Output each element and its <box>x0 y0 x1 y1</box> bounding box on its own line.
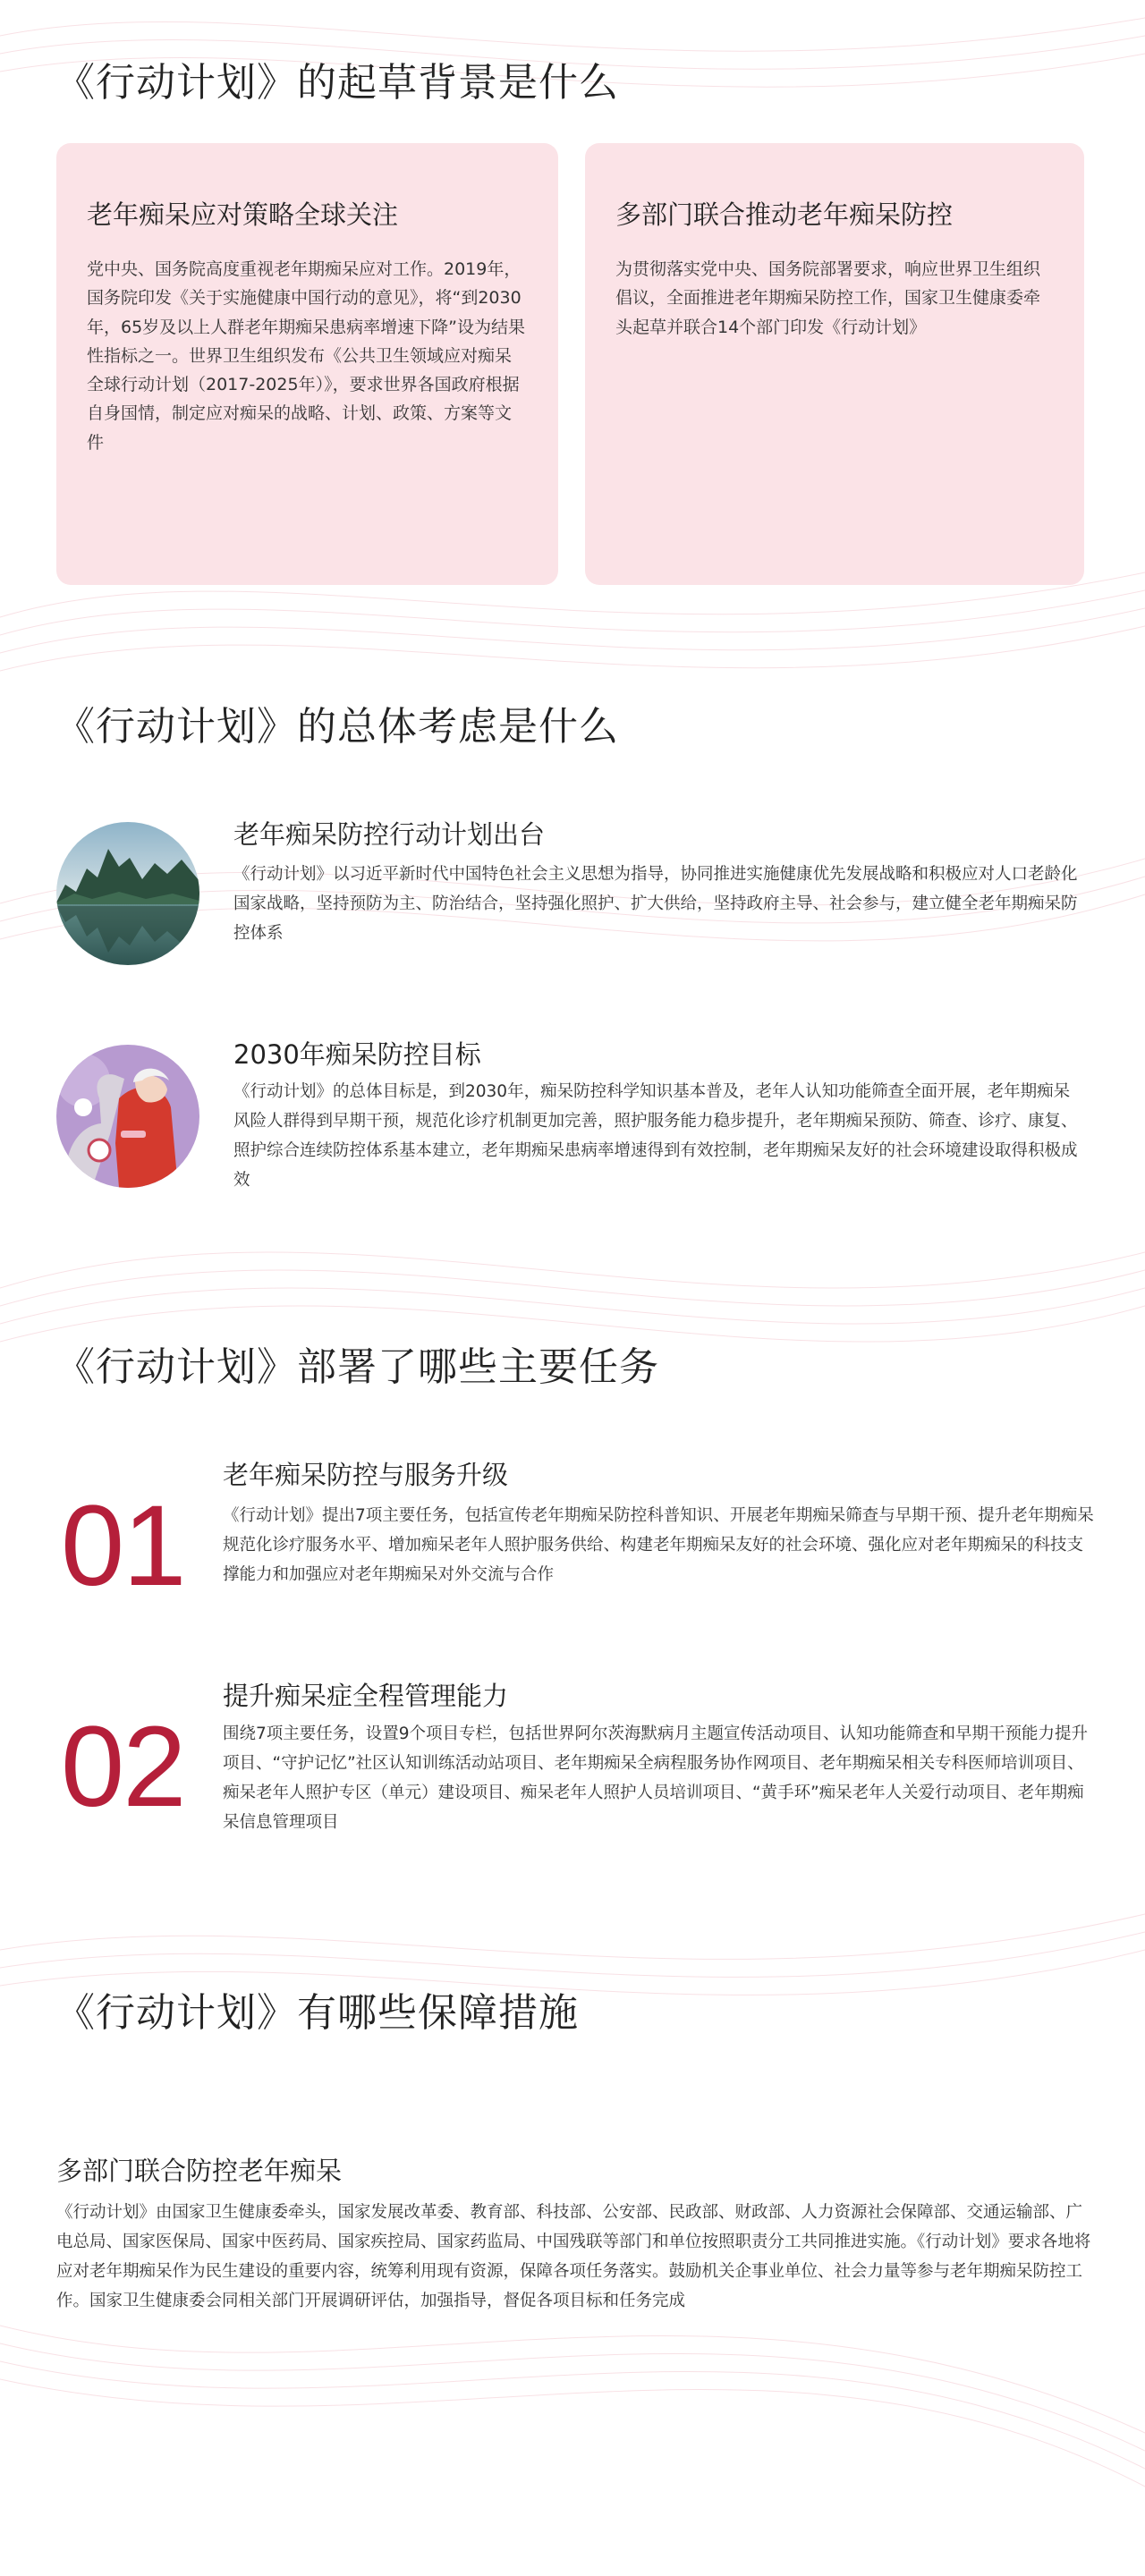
card-title: 多部门联合推动老年痴呆防控 <box>615 199 954 230</box>
card-title: 老年痴呆应对策略全球关注 <box>87 199 399 230</box>
task-number-02: 02 <box>61 1703 185 1831</box>
section-title-safeguards: 《行动计划》有哪些保障措施 <box>55 1990 579 2036</box>
elderly-illustration-image <box>56 1045 199 1188</box>
section-title-background: 《行动计划》的起草背景是什么 <box>55 60 619 106</box>
card-multi-department <box>585 143 1084 585</box>
task-body-01: 《行动计划》提出7项主要任务，包括宣传老年期痴呆防控科普知识、开展老年期痴呆筛查与早期干预、提升老年期痴呆规范化诊疗服务水平、增加痴呆老年人照护服务供给、构建老年期痴呆友好的社会环境、强化应对老年期痴呆的科技支撑能力和加强应对老年期痴呆对外交流与合作 <box>223 1506 1094 1584</box>
task-number-01: 01 <box>61 1482 185 1610</box>
landscape-image <box>56 822 199 965</box>
item-title-plan-released: 老年痴呆防控行动计划出台 <box>233 819 546 850</box>
card-body: 为贯彻落实党中央、国务院部署要求，响应世界卫生组织倡议，全面推进老年期痴呆防控工作，国家卫生健康委牵头起草并联合14个部门印发《行动计划》 <box>615 259 1041 337</box>
card-global-attention <box>56 143 558 585</box>
section-title-tasks: 《行动计划》部署了哪些主要任务 <box>55 1344 659 1390</box>
task-title-02: 提升痴呆症全程管理能力 <box>223 1681 509 1711</box>
task-body-02: 围绕7项主要任务，设置9个项目专栏，包括世界阿尔茨海默病月主题宣传活动项目、认知功能筛查和早期干预能力提升项目、“守护记忆”社区认知训练活动站项目、老年期痴呆全病程服务协作网项目、老年期痴呆相关专科医师培训项目、痴呆老年人照护专区（单元）建设项目、痴呆老年人照护人员培训项目、“黄手环”痴呆老年人关爱行动项目、老年期痴呆信息管理项目 <box>223 1724 1089 1832</box>
safeguards-body: 《行动计划》由国家卫生健康委牵头，国家发展改革委、教育部、科技部、公安部、民政部、财政部、人力资源社会保障部、交通运输部、广电总局、国家医保局、国家中医药局、国家疾控局、国家药监局、中国残联等部门和单位按照职责分工共同推进实施。《行动计划》要求各地将应对老年期痴呆作为民生建设的重要内容，统筹利用现有资源，保障各项任务落实。鼓励机关企事业单位、社会力量等参与老年期痴呆防控工作。国家卫生健康委会同相关部门开展调研评估，加强指导，督促各项目标和任务完成 <box>56 2203 1091 2310</box>
section-title-overall: 《行动计划》的总体考虑是什么 <box>55 704 619 750</box>
item-body-plan-released: 《行动计划》以习近平新时代中国特色社会主义思想为指导，协同推进实施健康优先发展战略和积极应对人口老龄化国家战略，坚持预防为主、防治结合，坚持强化照护、扩大供给，坚持政府主导、社会参与，建立健全老年期痴呆防控体系 <box>233 865 1078 943</box>
safeguards-subtitle: 多部门联合防控老年痴呆 <box>56 2156 343 2186</box>
card-body: 党中央、国务院高度重视老年期痴呆应对工作。2019年，国务院印发《关于实施健康中国行动的意见》，将“到2030年，65岁及以上人群老年期痴呆患病率增速下降”设为结果性指标之一。世界卫生组织发布《公共卫生领域应对痴呆全球行动计划（2017-2025年）》，要求世界各国政府根据自身国情，制定应对痴呆的战略、计划、政策、方案等文件 <box>87 259 526 453</box>
task-title-01: 老年痴呆防控与服务升级 <box>223 1460 509 1490</box>
item-body-2030-goal: 《行动计划》的总体目标是，到2030年，痴呆防控科学知识基本普及，老年人认知功能筛查全面开展，老年期痴呆风险人群得到早期干预，规范化诊疗机制更加完善，照护服务能力稳步提升，老年期痴呆预防、筛查、诊疗、康复、照护综合连续防控体系基本建立，老年期痴呆患病率增速得到有效控制，老年期痴呆友好的社会环境建设取得积极成效 <box>233 1082 1078 1190</box>
item-title-2030-goal: 2030年痴呆防控目标 <box>233 1039 481 1070</box>
